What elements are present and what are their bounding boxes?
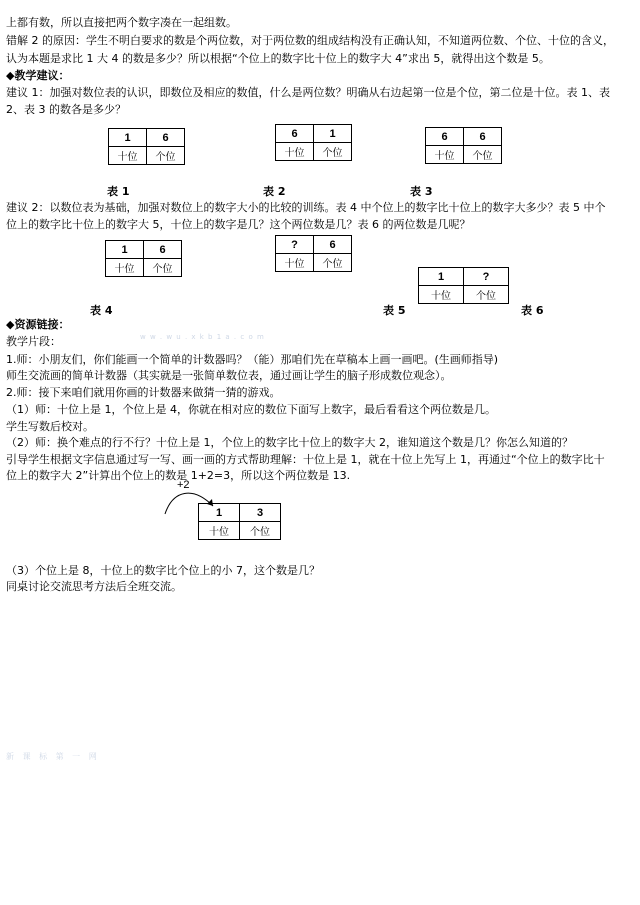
tens-digit: 1 xyxy=(199,504,240,522)
text-line: 学生写数后校对。 xyxy=(6,420,94,433)
ones-label: 个位 xyxy=(314,254,352,272)
table-caption: 表 2 xyxy=(263,185,286,198)
tens-label: 十位 xyxy=(426,146,464,164)
text-line: 师生交流画的简单计数器（其实就是一张简单数位表，通过画让学生的脑子形成数位观念）。 xyxy=(6,369,452,382)
text-line: 1.师：小朋友们，你们能画一个简单的计数器吗？（能）那咱们先在草稿本上画一画吧。(生画师指导) xyxy=(6,353,499,366)
place-value-table-3 xyxy=(425,127,502,164)
tens-label: 十位 xyxy=(419,286,464,304)
tens-digit: 1 xyxy=(106,241,144,259)
place-value-table-1 xyxy=(108,128,185,165)
ones-label: 个位 xyxy=(240,522,281,540)
tens-digit: 6 xyxy=(426,128,464,146)
ones-label: 个位 xyxy=(144,259,182,277)
place-value-table-2 xyxy=(275,124,352,161)
tens-digit: 1 xyxy=(419,268,464,286)
tens-label: 十位 xyxy=(106,259,144,277)
place-value-table-7 xyxy=(198,503,281,540)
ones-digit: 6 xyxy=(314,236,352,254)
ones-digit: 3 xyxy=(240,504,281,522)
ones-label: 个位 xyxy=(147,147,185,165)
ones-label: 个位 xyxy=(464,286,509,304)
tens-label: 十位 xyxy=(109,147,147,165)
text-line: （3）个位上是 8，十位上的数字比个位上的小 7，这个数是几？ xyxy=(6,564,320,577)
ones-label: 个位 xyxy=(314,143,352,161)
tens-digit: 1 xyxy=(109,129,147,147)
tens-label: 十位 xyxy=(276,254,314,272)
tens-digit: ? xyxy=(276,236,314,254)
text-line: 同桌讨论交流思考方法后全班交流。 xyxy=(6,580,182,593)
tens-label: 十位 xyxy=(276,143,314,161)
ones-digit: 6 xyxy=(144,241,182,259)
table-caption: 表 5 xyxy=(383,304,406,317)
tens-digit: 6 xyxy=(276,125,314,143)
ones-label: 个位 xyxy=(464,146,502,164)
text-line: （1）师：十位上是 1，个位上是 4，你就在相对应的数位下面写上数字，最后看看这个两位数是几。 xyxy=(6,403,496,416)
text-line: 2.师：接下来咱们就用你画的计数器来做猜一猜的游戏。 xyxy=(6,386,281,399)
table-caption: 表 6 xyxy=(521,304,544,317)
text-line: 建议 1：加强对数位表的认识，即数位及相应的数值，什么是两位数？明确从右边起第一位是个位，第二位是十位。表 1、表 xyxy=(6,86,610,99)
text-line: 认为本题是求比 1 大 4 的数是多少？所以根据“个位上的数字比十位上的数字大 4”求出 5，就得出这个数是 5。 xyxy=(6,52,550,65)
table-caption: 表 3 xyxy=(410,185,433,198)
text-line: 引导学生根据文字信息通过写一写、画一画的方式帮助理解：十位上是 1，就在十位上先写上 1，再通过“个位上的数字比十 xyxy=(6,453,605,466)
text-line: 建议 2：以数位表为基础，加强对数位上的数字大小的比较的训练。表 4 中个位上的数字比十位上的数字大多少？表 5 中个 xyxy=(6,201,606,214)
ones-digit: 1 xyxy=(314,125,352,143)
place-value-table-4 xyxy=(105,240,182,277)
text-line: 位上的数字比十位上的数字大 5，十位上的数字是几？这个两位数是几？表 6 的两位数是几呢？ xyxy=(6,218,471,231)
text-line: 2、表 3 的数各是多少？ xyxy=(6,103,126,116)
ones-digit: ? xyxy=(464,268,509,286)
place-value-table-6 xyxy=(418,267,509,304)
table-caption: 表 4 xyxy=(90,304,113,317)
text-line: 位上的数字大 2”计算出个位上的数是 1+2=3，所以这个两位数是 13. xyxy=(6,469,351,482)
text-line: 错解 2 的原因：学生不明白要求的数是个两位数，对于两位数的组成结构没有正确认知，不知道两位数、个位、十位的含义， xyxy=(6,34,614,47)
text-line: 教学片段： xyxy=(6,335,61,348)
ones-digit: 6 xyxy=(464,128,502,146)
table-caption: 表 1 xyxy=(107,185,130,198)
watermark: w w . w u . x k b 1 a . c o m xyxy=(140,333,265,341)
tens-label: 十位 xyxy=(199,522,240,540)
section-heading: ◆资源链接： xyxy=(6,318,70,331)
place-value-table-5 xyxy=(275,235,352,272)
watermark: 新 课 标 第 一 网 xyxy=(6,752,100,761)
text-line: （2）师：换个难点的行不行？十位上是 1，个位上的数字比十位上的数字大 2，谁知道这个数是几？你怎么知道的？ xyxy=(6,436,573,449)
section-heading: ◆教学建议： xyxy=(6,69,70,82)
ones-digit: 6 xyxy=(147,129,185,147)
text-line: 上都有数，所以直接把两个数字凑在一起组数。 xyxy=(6,16,237,29)
arrow-label: +2 xyxy=(177,479,190,491)
